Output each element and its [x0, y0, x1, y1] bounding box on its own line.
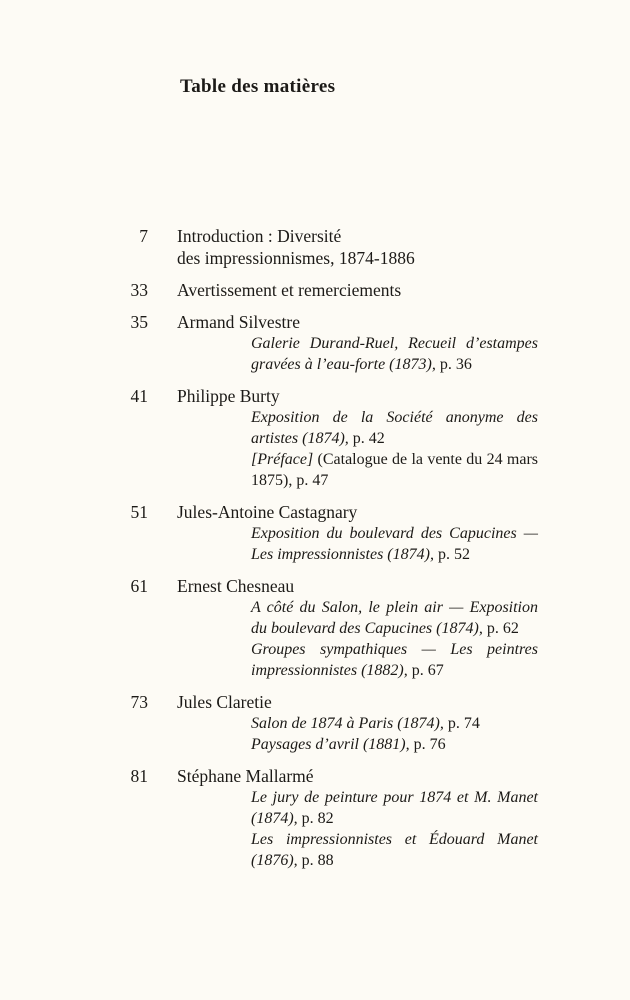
work-page: p. 76: [413, 736, 446, 753]
toc-entry: [0, 311, 630, 375]
work-title: Exposition de la Société anonyme des artistes (1874),: [251, 409, 538, 447]
entry-title-line: des impressionnismes, 1874-1886: [177, 248, 415, 268]
work-title: Les impressionnistes et Édouard Manet (1876),: [251, 831, 538, 869]
work-title: Salon de 1874 à Paris (1874),: [251, 715, 444, 732]
author-name: Jules Claretie: [177, 692, 272, 712]
entry-title: [177, 225, 537, 269]
page-number: 35: [130, 312, 148, 332]
page-number: 81: [130, 766, 148, 786]
work-page: p. 67: [411, 662, 444, 679]
work-item: [251, 597, 538, 639]
work-title: Groupes sympathiques — Les peintres impressionnistes (1882),: [251, 641, 538, 679]
work-page: p. 74: [447, 715, 480, 732]
toc-entry: [0, 385, 630, 491]
entry-title-line: Introduction : Diversité: [177, 226, 342, 246]
author-name: Philippe Burty: [177, 386, 280, 406]
work-item: [251, 407, 538, 449]
work-page: p. 52: [437, 546, 470, 563]
table-of-contents: [0, 225, 630, 881]
work-title: A côté du Salon, le plein air — Exposition du boulevard des Capucines (1874),: [251, 599, 538, 637]
work-title: Exposition du boulevard des Capucines — Les impressionnistes (1874),: [251, 525, 538, 563]
page-number: 51: [130, 502, 148, 522]
author-name: Ernest Chesneau: [177, 576, 295, 596]
toc-entry: [0, 225, 630, 269]
toc-entry: [0, 765, 630, 871]
author-name: Armand Silvestre: [177, 312, 300, 332]
page-number: 61: [130, 576, 148, 596]
work-title: [Préface]: [251, 451, 314, 468]
page-number: 33: [130, 280, 148, 300]
work-page: p. 42: [352, 430, 385, 447]
work-title: Galerie Durand-Ruel, Recueil d’estampes gravées à l’eau-forte (1873),: [251, 335, 538, 373]
work-item: [251, 734, 538, 755]
work-note: (Catalogue de la vente du 24 mars 1875),: [251, 451, 539, 489]
work-page: p. 36: [439, 356, 472, 373]
author-name: Jules-Antoine Castagnary: [177, 502, 358, 522]
work-item: [251, 333, 538, 375]
work-page: p. 62: [486, 620, 519, 637]
work-item: [251, 829, 538, 871]
work-item: [251, 449, 538, 491]
toc-entry: [0, 575, 630, 681]
work-item: [251, 523, 538, 565]
entry-title: Avertissement et remerciements: [177, 280, 402, 300]
author-name: Stéphane Mallarmé: [177, 766, 314, 786]
work-title: Paysages d’avril (1881),: [251, 736, 410, 753]
page-number: 41: [130, 386, 148, 406]
work-page: p. 47: [296, 472, 329, 489]
work-page: p. 88: [301, 852, 334, 869]
toc-entry: [0, 501, 630, 565]
toc-entry: [0, 279, 630, 301]
toc-entry: [0, 691, 630, 755]
page-title: Table des matières: [180, 76, 336, 97]
page-number: 73: [130, 692, 148, 712]
work-item: [251, 787, 538, 829]
work-title: Le jury de peinture pour 1874 et M. Manet (1874),: [251, 789, 538, 827]
work-item: [251, 639, 538, 681]
work-page: p. 82: [301, 810, 334, 827]
page-number: 7: [139, 226, 148, 246]
work-item: [251, 713, 538, 734]
